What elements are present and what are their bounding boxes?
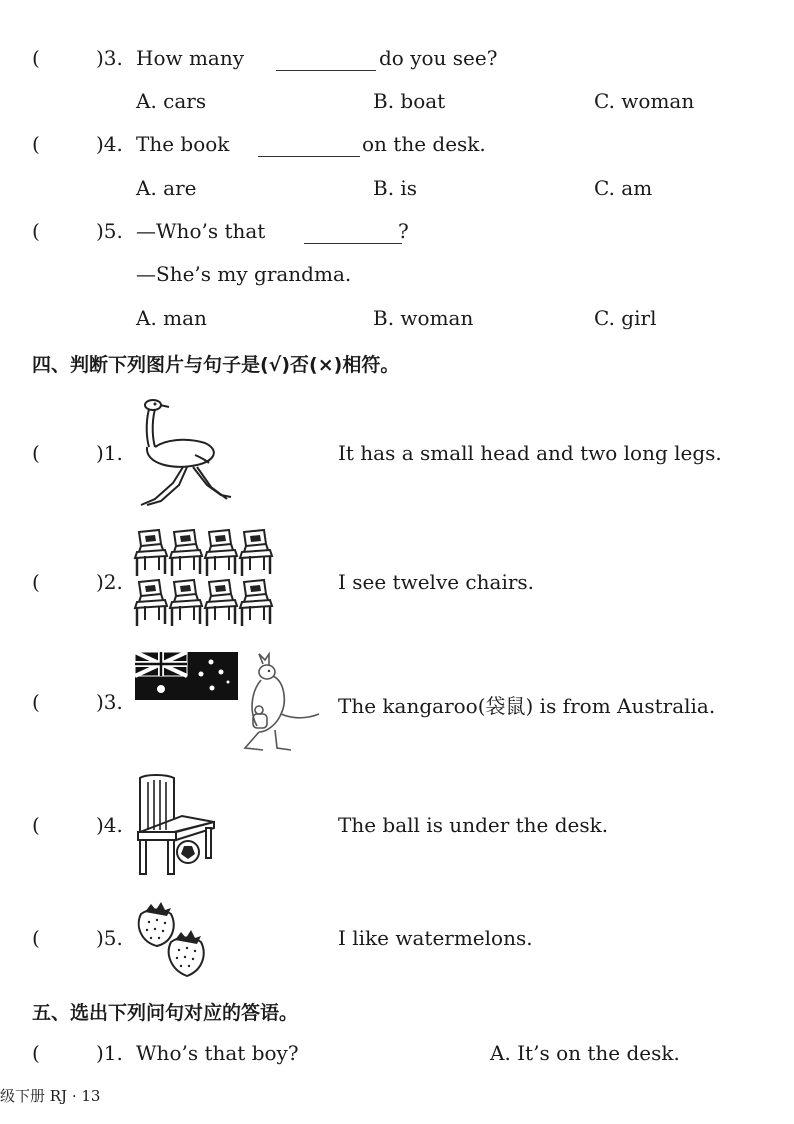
dialogue-line: —She’s my grandma. — [136, 262, 352, 286]
answer-paren-open[interactable]: ( — [32, 570, 40, 594]
chair-icon — [205, 580, 237, 626]
question-text-after: on the desk. — [362, 132, 486, 156]
option-a[interactable]: A. are — [136, 176, 197, 200]
section-4-heading: 四、判断下列图片与句子是(√)否(×)相符。 — [32, 354, 400, 376]
chair-icon — [240, 530, 272, 576]
answer-paren-open[interactable]: ( — [32, 690, 40, 714]
option-c[interactable]: C. woman — [594, 89, 695, 113]
question-text-after: do you see? — [379, 46, 498, 70]
answer-paren-open[interactable]: ( — [32, 219, 40, 243]
option-b[interactable]: B. woman — [373, 306, 474, 330]
question-number: )4. — [96, 132, 123, 156]
option-a[interactable]: A. man — [136, 306, 207, 330]
question-text-before: The book — [136, 132, 230, 156]
option-c[interactable]: C. girl — [594, 306, 657, 330]
item-sentence: I see twelve chairs. — [338, 570, 535, 594]
page-footer: 级下册 RJ · 13 — [0, 1087, 101, 1105]
chair-icon — [205, 530, 237, 576]
item-sentence: It has a small head and two long legs. — [338, 441, 722, 465]
australia-flag-kangaroo-icon — [135, 652, 325, 752]
option-a[interactable]: A. cars — [136, 89, 207, 113]
question-text-before: How many — [136, 46, 245, 70]
answer-paren-open[interactable]: ( — [32, 46, 40, 70]
item-sentence: I like watermelons. — [338, 926, 533, 950]
item-number: )2. — [96, 570, 123, 594]
answer-paren-open[interactable]: ( — [32, 132, 40, 156]
option-c[interactable]: C. am — [594, 176, 653, 200]
item-number: )5. — [96, 926, 123, 950]
question-text-before: —Who’s that — [136, 219, 266, 243]
question-text-after: ? — [398, 219, 409, 243]
chair-icon — [170, 580, 202, 626]
chair-icon — [135, 530, 167, 576]
answer-paren-open[interactable]: ( — [32, 441, 40, 465]
match-answer[interactable]: A. It’s on the desk. — [490, 1041, 680, 1065]
chair-ball-icon — [136, 774, 216, 876]
fill-blank[interactable] — [258, 138, 360, 157]
chair-icon — [135, 580, 167, 626]
chairs-icon — [133, 530, 281, 630]
answer-paren-open[interactable]: ( — [32, 813, 40, 837]
item-sentence: The ball is under the desk. — [338, 813, 609, 837]
section-5-heading: 五、选出下列问句对应的答语。 — [32, 1002, 299, 1024]
ostrich-icon — [135, 395, 235, 507]
item-number: )4. — [96, 813, 123, 837]
item-sentence: The kangaroo(袋鼠) is from Australia. — [338, 694, 716, 718]
fill-blank[interactable] — [276, 52, 376, 71]
item-number: )1. — [96, 1041, 123, 1065]
chair-icon — [240, 580, 272, 626]
question-number: )5. — [96, 219, 123, 243]
answer-paren-open[interactable]: ( — [32, 926, 40, 950]
option-b[interactable]: B. boat — [373, 89, 446, 113]
option-b[interactable]: B. is — [373, 176, 418, 200]
item-number: )3. — [96, 690, 123, 714]
chair-icon — [170, 530, 202, 576]
item-number: )1. — [96, 441, 123, 465]
strawberries-icon — [135, 896, 225, 978]
question-number: )3. — [96, 46, 123, 70]
match-question: Who’s that boy? — [136, 1041, 299, 1065]
answer-paren-open[interactable]: ( — [32, 1041, 40, 1065]
fill-blank[interactable] — [304, 225, 402, 244]
